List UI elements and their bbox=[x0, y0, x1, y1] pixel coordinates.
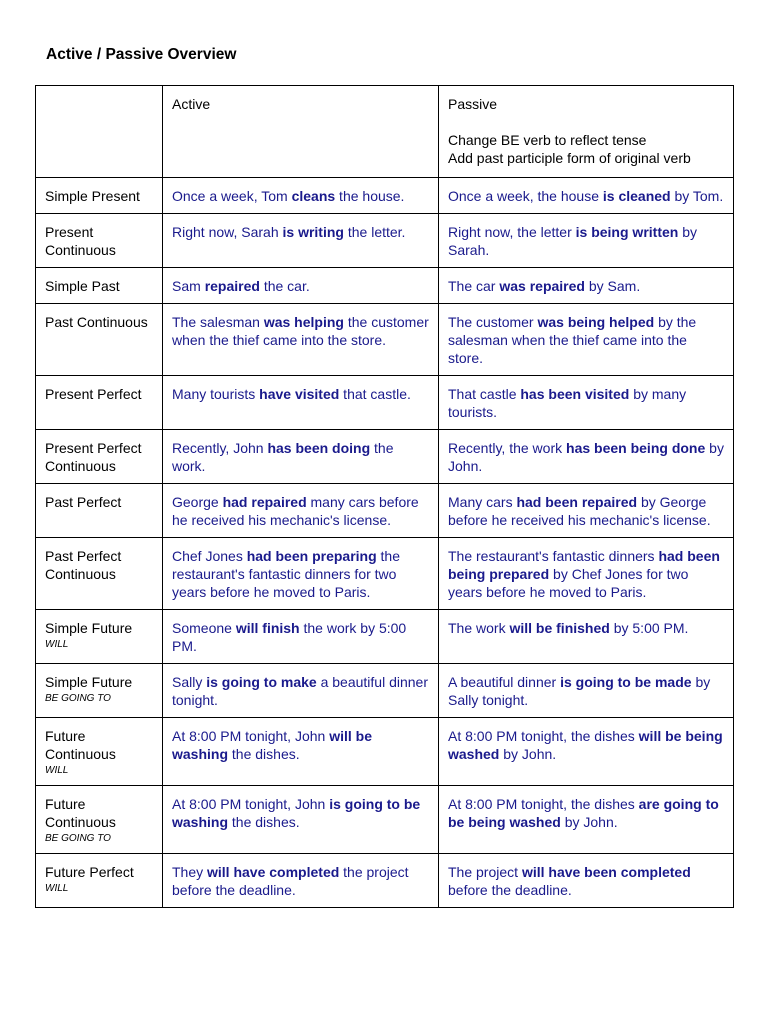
tense-name: Future Continuous bbox=[45, 728, 116, 762]
table-row bbox=[36, 786, 734, 854]
passive-text: by Sarah. bbox=[448, 224, 698, 258]
active-example-cell bbox=[163, 268, 439, 304]
passive-example-cell bbox=[439, 178, 734, 214]
table-row bbox=[36, 538, 734, 610]
passive-verb-phrase: has been visited bbox=[520, 386, 630, 402]
active-verb-phrase: is going to make bbox=[206, 674, 317, 690]
passive-verb-phrase: had been being prepared bbox=[448, 548, 720, 582]
active-example-cell bbox=[163, 214, 439, 268]
passive-text: That castle bbox=[448, 386, 521, 402]
header-empty-cell bbox=[36, 86, 163, 178]
tense-name: Future Continuous bbox=[45, 796, 116, 830]
passive-example-cell bbox=[439, 664, 734, 718]
passive-text: At 8:00 PM tonight, the dishes bbox=[448, 728, 639, 744]
active-text: the work by 5:00 PM. bbox=[172, 620, 407, 654]
passive-example-cell bbox=[439, 304, 734, 376]
tense-name: Present Perfect bbox=[45, 386, 142, 402]
tense-subtitle: WILL bbox=[45, 765, 69, 776]
tense-name: Present Continuous bbox=[45, 224, 116, 258]
active-verb-phrase: will finish bbox=[235, 620, 300, 636]
tense-name: Simple Future bbox=[45, 620, 133, 636]
tense-cell bbox=[36, 786, 163, 854]
header-gap bbox=[448, 113, 724, 131]
passive-text: A beautiful dinner bbox=[448, 674, 561, 690]
passive-verb-phrase: had been repaired bbox=[516, 494, 638, 510]
active-example-cell bbox=[163, 538, 439, 610]
tense-name: Simple Present bbox=[45, 188, 140, 204]
active-text: The salesman bbox=[172, 314, 264, 330]
passive-example-cell bbox=[439, 538, 734, 610]
tense-cell bbox=[36, 484, 163, 538]
active-text: Recently, John bbox=[172, 440, 268, 456]
passive-example-cell bbox=[439, 854, 734, 908]
tense-cell bbox=[36, 854, 163, 908]
tense-cell bbox=[36, 268, 163, 304]
active-text: a beautiful dinner tonight. bbox=[172, 674, 429, 708]
active-text: the dishes. bbox=[228, 814, 300, 830]
passive-example-cell bbox=[439, 786, 734, 854]
passive-text: Recently, the work bbox=[448, 440, 567, 456]
active-verb-phrase: is writing bbox=[282, 224, 344, 240]
active-verb-phrase: has been doing bbox=[267, 440, 371, 456]
table-row bbox=[36, 268, 734, 304]
passive-text: Many cars bbox=[448, 494, 517, 510]
tense-name: Future Perfect bbox=[45, 864, 134, 880]
header-active-label: Active bbox=[172, 96, 211, 112]
passive-verb-phrase: is cleaned bbox=[602, 188, 671, 204]
active-text: many cars before he received his mechanic's license. bbox=[172, 494, 419, 528]
tense-subtitle: WILL bbox=[45, 639, 69, 650]
header-passive-note-1: Change BE verb to reflect tense bbox=[448, 132, 647, 148]
tense-cell bbox=[36, 304, 163, 376]
header-row bbox=[36, 86, 734, 178]
passive-text: by Sally tonight. bbox=[448, 674, 711, 708]
passive-example-cell bbox=[439, 214, 734, 268]
tense-subtitle: BE GOING TO bbox=[45, 693, 111, 704]
active-text: the house. bbox=[335, 188, 405, 204]
passive-text: Once a week, the house bbox=[448, 188, 603, 204]
table-row bbox=[36, 718, 734, 786]
passive-text: by many tourists. bbox=[448, 386, 687, 420]
passive-text: Right now, the letter bbox=[448, 224, 576, 240]
tense-cell bbox=[36, 538, 163, 610]
tense-cell bbox=[36, 718, 163, 786]
active-text: Sam bbox=[172, 278, 205, 294]
passive-verb-phrase: is being written bbox=[575, 224, 679, 240]
active-verb-phrase: is going to be washing bbox=[172, 796, 421, 830]
tense-name: Past Continuous bbox=[45, 314, 148, 330]
passive-text: before the deadline. bbox=[448, 882, 572, 898]
active-verb-phrase: will be washing bbox=[172, 728, 373, 762]
tense-name: Past Perfect Continuous bbox=[45, 548, 122, 582]
table-body bbox=[36, 86, 734, 908]
active-text: Once a week, Tom bbox=[172, 188, 292, 204]
tense-name: Past Perfect bbox=[45, 494, 122, 510]
passive-text: The work bbox=[448, 620, 510, 636]
active-text: Sally bbox=[172, 674, 207, 690]
passive-text: by George before he received his mechanic's license. bbox=[448, 494, 711, 528]
active-text: They bbox=[172, 864, 208, 880]
table-row bbox=[36, 854, 734, 908]
passive-text: At 8:00 PM tonight, the dishes bbox=[448, 796, 639, 812]
active-verb-phrase: cleans bbox=[291, 188, 336, 204]
active-text: Right now, Sarah bbox=[172, 224, 283, 240]
active-example-cell bbox=[163, 430, 439, 484]
passive-text: by Tom. bbox=[670, 188, 724, 204]
table-row bbox=[36, 376, 734, 430]
tense-subtitle: BE GOING TO bbox=[45, 833, 111, 844]
active-verb-phrase: will have completed bbox=[207, 864, 340, 880]
active-verb-phrase: have visited bbox=[259, 386, 340, 402]
header-passive-label: Passive bbox=[448, 96, 498, 112]
active-example-cell bbox=[163, 854, 439, 908]
active-text: the work. bbox=[172, 440, 394, 474]
active-verb-phrase: was helping bbox=[263, 314, 344, 330]
tense-name: Simple Future bbox=[45, 674, 133, 690]
passive-example-cell bbox=[439, 610, 734, 664]
active-verb-phrase: had been preparing bbox=[246, 548, 377, 564]
table-row bbox=[36, 178, 734, 214]
table-row bbox=[36, 430, 734, 484]
passive-example-cell bbox=[439, 376, 734, 430]
table-row bbox=[36, 304, 734, 376]
active-example-cell bbox=[163, 718, 439, 786]
tense-cell bbox=[36, 214, 163, 268]
active-text: the dishes. bbox=[228, 746, 300, 762]
active-text: the customer when the thief came into the store. bbox=[172, 314, 429, 348]
active-text: At 8:00 PM tonight, John bbox=[172, 796, 330, 812]
passive-text: by Sam. bbox=[584, 278, 641, 294]
tense-cell bbox=[36, 430, 163, 484]
passive-example-cell bbox=[439, 484, 734, 538]
active-example-cell bbox=[163, 786, 439, 854]
active-text: Chef Jones bbox=[172, 548, 247, 564]
passive-text: by Chef Jones for two years before he moved to Paris. bbox=[448, 566, 689, 600]
passive-verb-phrase: will have been completed bbox=[521, 864, 691, 880]
overview-table bbox=[35, 85, 734, 908]
passive-verb-phrase: are going to be being washed bbox=[448, 796, 719, 830]
passive-example-cell bbox=[439, 718, 734, 786]
active-example-cell bbox=[163, 304, 439, 376]
passive-verb-phrase: has been being done bbox=[566, 440, 706, 456]
passive-verb-phrase: will be being washed bbox=[448, 728, 723, 762]
active-text: that castle. bbox=[339, 386, 411, 402]
table-row bbox=[36, 214, 734, 268]
passive-text: The car bbox=[448, 278, 500, 294]
active-example-cell bbox=[163, 376, 439, 430]
tense-cell bbox=[36, 664, 163, 718]
active-text: Many tourists bbox=[172, 386, 260, 402]
active-text: the letter. bbox=[343, 224, 406, 240]
passive-verb-phrase: is going to be made bbox=[560, 674, 692, 690]
active-verb-phrase: had repaired bbox=[222, 494, 307, 510]
table-row bbox=[36, 664, 734, 718]
header-passive-note-2: Add past participle form of original verb bbox=[448, 150, 691, 166]
passive-verb-phrase: was repaired bbox=[499, 278, 585, 294]
active-example-cell bbox=[163, 664, 439, 718]
active-text: the car. bbox=[259, 278, 310, 294]
active-example-cell bbox=[163, 610, 439, 664]
passive-text: The project bbox=[448, 864, 522, 880]
passive-text: by the salesman when the thief came into the store. bbox=[448, 314, 697, 366]
active-text: George bbox=[172, 494, 223, 510]
passive-text: The restaurant's fantastic dinners bbox=[448, 548, 659, 564]
page-title: Active / Passive Overview bbox=[46, 46, 237, 63]
tense-cell bbox=[36, 610, 163, 664]
active-example-cell bbox=[163, 178, 439, 214]
passive-text: by John. bbox=[499, 746, 557, 762]
tense-cell bbox=[36, 376, 163, 430]
table-row bbox=[36, 610, 734, 664]
active-example-cell bbox=[163, 484, 439, 538]
tense-name: Present Perfect Continuous bbox=[45, 440, 142, 474]
passive-verb-phrase: was being helped bbox=[537, 314, 655, 330]
active-text: the restaurant's fantastic dinners for two years before he moved to Paris. bbox=[172, 548, 400, 600]
passive-verb-phrase: will be finished bbox=[509, 620, 610, 636]
passive-example-cell bbox=[439, 430, 734, 484]
table-row bbox=[36, 484, 734, 538]
passive-text: The customer bbox=[448, 314, 538, 330]
passive-text: by John. bbox=[448, 440, 724, 474]
tense-name: Simple Past bbox=[45, 278, 120, 294]
active-verb-phrase: repaired bbox=[204, 278, 260, 294]
active-text: the project before the deadline. bbox=[172, 864, 409, 898]
header-active-cell bbox=[163, 86, 439, 178]
active-text: Someone bbox=[172, 620, 236, 636]
tense-subtitle: WILL bbox=[45, 883, 69, 894]
passive-text: by 5:00 PM. bbox=[609, 620, 689, 636]
passive-example-cell bbox=[439, 268, 734, 304]
tense-cell bbox=[36, 178, 163, 214]
active-text: At 8:00 PM tonight, John bbox=[172, 728, 330, 744]
header-passive-cell bbox=[439, 86, 734, 178]
passive-text: by John. bbox=[560, 814, 618, 830]
